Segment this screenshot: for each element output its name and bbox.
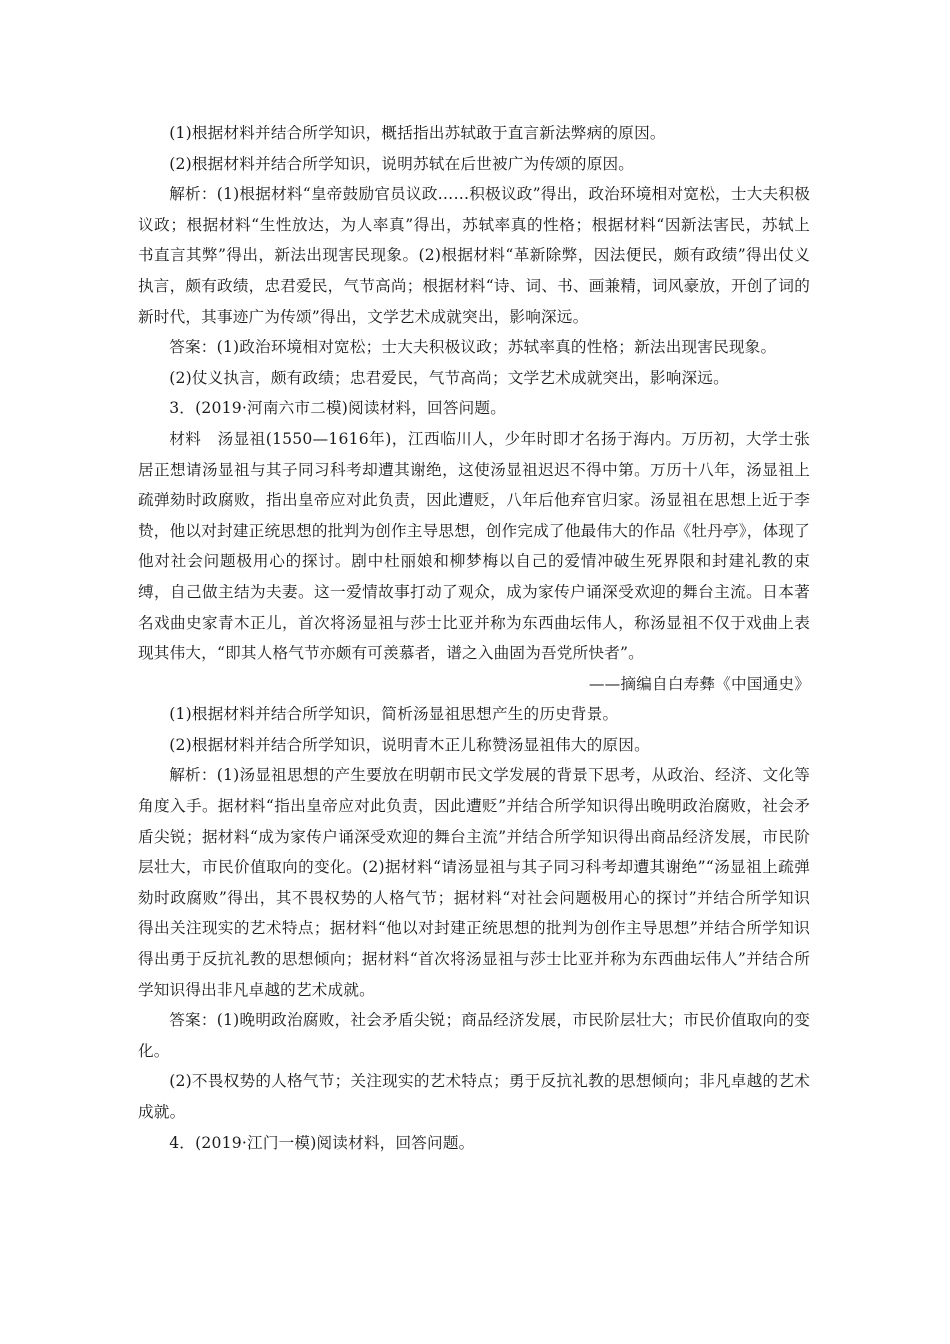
q2-answer-2: (2)仗义执言，颇有政绩；忠君爱民，气节高尚；文学艺术成就突出，影响深远。 bbox=[169, 368, 729, 387]
q4-heading: 4．(2019·江门一模)阅读材料，回答问题。 bbox=[169, 1133, 475, 1152]
q3-sub-question-2: (2)根据材料并结合所学知识，说明青木正儿称赞汤显祖伟大的原因。 bbox=[169, 735, 650, 754]
q3-sub-question-1: (1)根据材料并结合所学知识，简析汤显祖思想产生的历史背景。 bbox=[169, 705, 619, 724]
q3-answer-1: 答案：(1)晚明政治腐败，社会矛盾尖锐；商品经济发展，市民阶层壮大；市民价值取向的变化。 bbox=[138, 1011, 810, 1060]
q2-analysis: 解析：(1)根据材料“皇帝鼓励官员议政……积极议政”得出，政治环境相对宽松，士大夫积极议政；根据材料“生性放达，为人率真”得出，苏轼率真的性格；根据材料“因新法害民，苏轼上书直言其弊”得出，新法出现害民现象。(2)根据材料“革新除弊，因法便民，颇有政绩”得出仗义执言，颇有政绩，忠君爱民，气节高尚；根据材料“诗、词、书、画兼精，词风豪放，开创了词的新时代，其事迹广为传颂”得出，文学艺术成就突出，影响深远。 bbox=[138, 185, 810, 326]
q3-material: 材料 汤显祖(1550—1616年)，江西临川人，少年时即才名扬于海内。万历初，大学士张居正想请汤显祖与其子同习科考却遭其谢绝，这使汤显祖迟迟不得中第。万历十八年，汤显祖上疏弹劾时政腐败，指出皇帝应对此负责，因此遭贬，八年后他弃官归家。汤显祖在思想上近于李贽，他以对封建正统思想的批判为创作主导思想，创作完成了他最伟大的作品《牡丹亭》，体现了他对社会问题极用心的探讨。剧中杜丽娘和柳梦梅以自己的爱情冲破生死界限和封建礼教的束缚，自己做主结为夫妻。这一爱情故事打动了观众，成为家传户诵深受欢迎的舞台主流。日本著名戏曲史家青木正儿，首次将汤显祖与莎士比亚并称为东西曲坛伟人，称汤显祖不仅于戏曲上表现其伟大，“即其人格气节亦颇有可羡慕者，谱之入曲固为吾党所快者”。 bbox=[138, 429, 810, 663]
q2-sub-question-2: (2)根据材料并结合所学知识，说明苏轼在后世被广为传颂的原因。 bbox=[169, 154, 635, 173]
document-body bbox=[138, 118, 810, 1158]
q3-answer-2: (2)不畏权势的人格气节；关注现实的艺术特点；勇于反抗礼教的思想倾向；非凡卓越的艺术成就。 bbox=[138, 1072, 810, 1121]
q3-source: ——摘编自白寿彝《中国通史》 bbox=[588, 674, 810, 693]
q2-sub-question-1: (1)根据材料并结合所学知识，概括指出苏轼敢于直言新法弊病的原因。 bbox=[169, 124, 666, 142]
q3-analysis: 解析：(1)汤显祖思想的产生要放在明朝市民文学发展的背景下思考，从政治、经济、文化等角度入手。据材料“指出皇帝应对此负责，因此遭贬”并结合所学知识得出晚明政治腐败，社会矛盾尖锐；据材料“成为家传户诵深受欢迎的舞台主流”并结合所学知识得出商品经济发展，市民阶层壮大，市民价值取向的变化。(2)据材料“请汤显祖与其子同习科考却遭其谢绝”“汤显祖上疏弹劾时政腐败”得出，其不畏权势的人格气节；据材料“对社会问题极用心的探讨”并结合所学知识得出关注现实的艺术特点；据材料“他以对封建正统思想的批判为创作主导思想”并结合所学知识得出勇于反抗礼教的思想倾向；据材料“首次将汤显祖与莎士比亚并称为东西曲坛伟人”并结合所学知识得出非凡卓越的艺术成就。 bbox=[138, 766, 810, 999]
q2-answer-1: 答案：(1)政治环境相对宽松；士大夫积极议政；苏轼率真的性格；新法出现害民现象。 bbox=[169, 338, 777, 357]
q3-heading: 3．(2019·河南六市二模)阅读材料，回答问题。 bbox=[169, 399, 507, 418]
